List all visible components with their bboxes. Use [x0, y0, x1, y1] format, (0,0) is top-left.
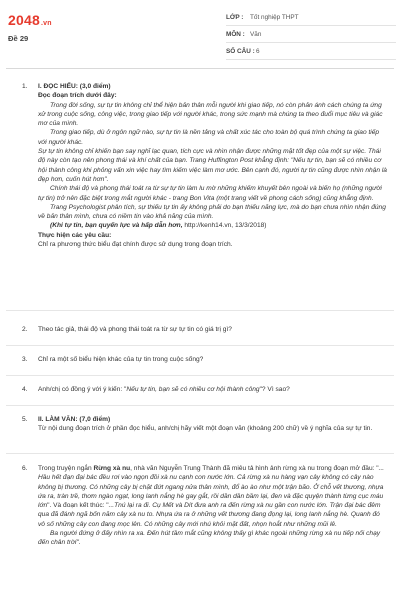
- question-body: [38, 415, 388, 434]
- question-number: 4.: [22, 386, 28, 393]
- passage-paragraph: Chính thái độ và phong thái toát ra từ sự tự tin làm lu mờ những khiếm khuyết bên ngoài và biến họ (những người tự tin) trở nên đặc biệt trong mắt người khác - trang Bon Vita (một trang viết về phong cách sống) cũng khẳng định.: [38, 185, 382, 202]
- passage-paragraph: Trong giao tiếp, dù ở ngôn ngữ nào, sự tự tin là nền tảng và chất xúc tác cho toàn bộ quá trình chúng ta giao tiếp với người khác.: [38, 129, 380, 146]
- question-body: [38, 82, 388, 249]
- section-title: II. LÀM VĂN: (7,0 điểm): [38, 416, 111, 423]
- passage-paragraph: Trang Psychologist phân tích, sự thiếu tự tin ấy không phải do bạn thiếu năng lực, mà do bạn chưa nhìn nhận đúng về bản thân mình, chưa có niềm tin vào khả năng của mình.: [38, 203, 386, 221]
- site-logo[interactable]: 2048.vn: [8, 12, 52, 28]
- question-number: 2.: [22, 326, 28, 333]
- question-text: Chỉ ra một số biểu hiện khác của tự tin trong cuộc sống?: [38, 356, 204, 363]
- question-number: 1.: [22, 83, 28, 90]
- header: [0, 0, 400, 72]
- exam-code: Đề 29: [8, 34, 29, 43]
- question-text: Trong truyện ngắn Rừng xà nu, nhà văn Nguyễn Trung Thành đã miêu tả hình ảnh rừng xà nu trong đoạn mở đầu: "... Hầu hết đạn đại bác đều rơi vào ngọn đồi xà nu cạnh con nước lớn. Cả rừng xà nu hàng vạn cây không có cây nào không bị thương. Có những cây bị chặt đứt ngang nửa thân mình, đổ ào ào như một trận bão. Ở chỗ vết thương, nhựa ứa ra, tràn trề, thơm ngào ngạt, long lanh nắng hè gay gắt, rồi dần dần bầm lại, đen và đặc quyện thành từng cục máu lớn". Và đoạn kết thúc: "...Tnú lại ra đi. Cụ Mết và Dít đưa anh ra đến rừng xà nu gần con nước lớn. Trận đại bác đêm qua đã đánh ngã bốn năm cây xà nu to. Nhựa ứa ra ở những vết thương đang đọng lại, long lanh nắng hè. Quanh đó vô số những cây con đang mọc lên. Có những cây mới nhú khỏi mặt đất, nhọn hoắt như những mũi lê.: [38, 465, 385, 528]
- question-text: Theo tác giả, thái độ và phong thái toát ra từ sự tự tin có giá trị gì?: [38, 326, 232, 333]
- passage-source: (Khi tự tin, bạn quyến lực và hấp dẫn hơn, http://kenh14.vn, 13/3/2018): [50, 222, 267, 230]
- passage-paragraph: Sự tự tin không chỉ khiến bạn say nghĩ lạc quan, tích cực và nhìn nhận được những mặt tốt đẹp của một sự việc. Thái độ này còn tạo nên phong thái và khí chất của bạn. Trang Huffington Post khẳng định: "Nếu tự tin, bạn sẽ có nhiều cơ hội thành công khi phỏng vấn xin việc hay tìm kiếm việc làm mơ ước. Bên cạnh đó, người tự tin cũng được nhìn nhận là đẹp hơn, cuốn hút hơn".: [38, 148, 387, 183]
- meta-question-count: SỐ CÂU : 6: [226, 44, 396, 60]
- question-divider: [6, 453, 394, 454]
- question-divider: [6, 405, 394, 406]
- header-divider: [6, 68, 394, 69]
- passage-paragraph: Trong đời sống, sự tự tin không chỉ thể hiện bản thân mỗi người khi giao tiếp, nó còn phản ánh cách chúng ta ứng xử trong cuộc sống, công việc, trong giao tiếp với người khác, trong sức mạnh mà chúng ta theo đuổi mục tiêu và giác mơ của mình.: [38, 101, 383, 128]
- section-subtitle: Đọc đoạn trích dưới đây:: [38, 92, 117, 100]
- question-body: [38, 464, 388, 548]
- question-divider: [6, 375, 394, 376]
- question-number: 3.: [22, 356, 28, 363]
- question-divider: [6, 310, 394, 311]
- question-text: Anh/chị có đồng ý với ý kiến: "Nếu tự tin, bạn sẽ có nhiều cơ hội thành công"? Vì sao?: [38, 386, 290, 393]
- quote-paragraph: Ba người đứng ở đấy nhìn ra xa. Đến hút tầm mắt cũng không thấy gì khác ngoài những rừng xà nu tiếp nối chạy đến chân trời".: [38, 530, 381, 547]
- question-divider: [6, 345, 394, 346]
- question-text: Từ nội dung đoạn trích ở phần đọc hiểu, anh/chị hãy viết một đoạn văn (khoảng 200 chữ) về ý nghĩa của sự tự tin.: [38, 425, 373, 433]
- question-number: 6.: [22, 465, 28, 472]
- task-text: Chỉ ra phương thức biểu đạt chính được sử dụng trong đoạn trích.: [38, 241, 233, 249]
- task-title: Thực hiện các yêu cầu:: [38, 231, 112, 239]
- section-title: I. ĐỌC HIỂU: (3,0 điểm): [38, 83, 111, 90]
- question-list: [0, 72, 400, 600]
- meta-subject: MÔN : Văn: [226, 27, 396, 43]
- question-number: 5.: [22, 416, 28, 423]
- meta-class: LỚP : Tốt nghiệp THPT: [226, 10, 396, 26]
